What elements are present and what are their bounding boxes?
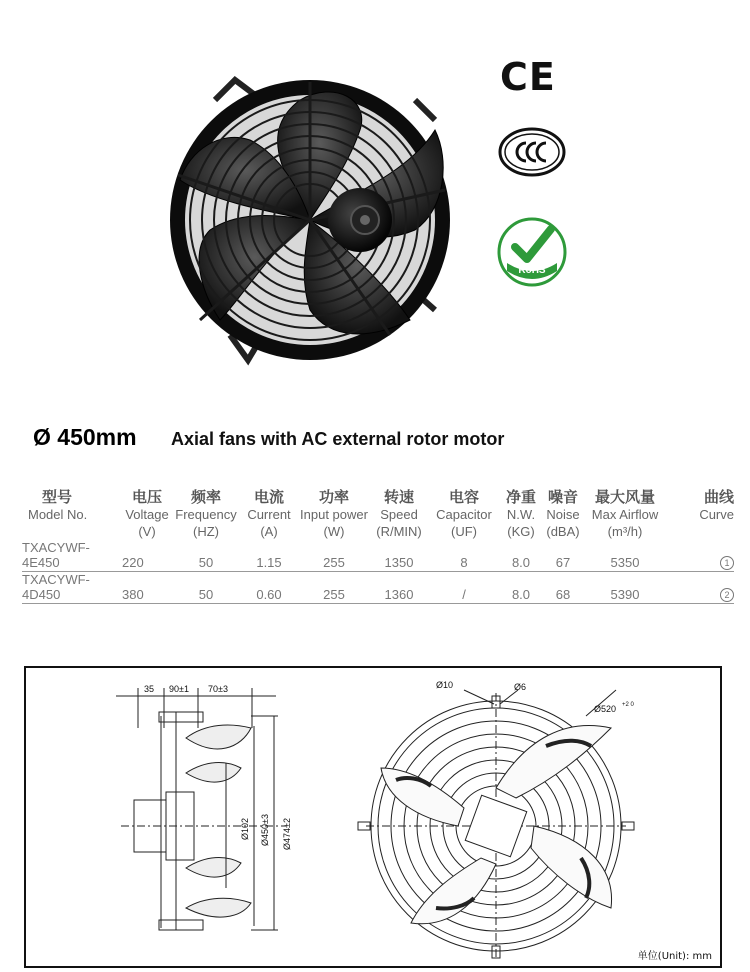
dim-102: Ø102 [240, 817, 250, 840]
header-cn: 电压 [131, 488, 162, 506]
header-en: Model No. [28, 507, 88, 522]
curve-marker: 1 [720, 556, 734, 570]
power-cell: 255 [298, 540, 370, 572]
header-unit: (A) [260, 524, 278, 539]
dim-474: Ø474±2 [282, 818, 292, 850]
header-cn: 型号 [42, 488, 73, 506]
model-cell: TXACYWF-4D450 [22, 572, 122, 604]
dim-450: Ø450±3 [260, 814, 270, 846]
unit-label: 单位(Unit): mm [637, 951, 712, 962]
dim-520-tolerance: +2 0 [622, 702, 634, 708]
header-cn: 频率 [190, 488, 221, 506]
column-header [122, 489, 172, 540]
ce-mark-logo: CE [500, 55, 556, 99]
header-cn: 噪音 [547, 488, 578, 506]
column-header [172, 489, 240, 540]
column-header [584, 489, 666, 540]
curve-marker: 2 [720, 588, 734, 602]
header-cn: 功率 [318, 488, 349, 506]
header-en: Speed [380, 507, 418, 522]
current-cell: 0.60 [240, 572, 298, 604]
model-cell: TXACYWF-4E450 [22, 540, 122, 572]
column-header [500, 489, 542, 540]
technical-drawing [24, 666, 722, 968]
column-header [370, 489, 428, 540]
header-unit: (W) [323, 524, 345, 539]
weight-cell: 8.0 [500, 572, 542, 604]
header-en: Max Airflow [591, 507, 659, 522]
noise-cell: 67 [542, 540, 584, 572]
header-cn: 曲线 [703, 488, 734, 506]
header-en: Noise [546, 507, 580, 522]
header-en: Curve [699, 507, 734, 522]
speed-cell: 1360 [370, 572, 428, 604]
weight-cell: 8.0 [500, 540, 542, 572]
header-cn: 电流 [253, 488, 284, 506]
curve-cell [666, 540, 734, 572]
spec-table [22, 489, 734, 604]
dim-6: Ø6 [514, 682, 527, 692]
fan-product-photo [160, 70, 470, 370]
voltage-cell: 380 [122, 572, 172, 604]
header-unit: (KG) [507, 524, 535, 539]
airflow-cell: 5390 [584, 572, 666, 604]
product-heading [33, 424, 504, 451]
header-en: N.W. [506, 507, 536, 522]
current-cell: 1.15 [240, 540, 298, 572]
capacitor-cell: 8 [428, 540, 500, 572]
voltage-cell: 220 [122, 540, 172, 572]
column-header [22, 489, 122, 540]
header-cn: 转速 [383, 488, 414, 506]
column-header [666, 489, 734, 540]
spec-table-header [22, 489, 734, 540]
dim-35: 35 [144, 684, 155, 694]
header-en: Voltage [125, 507, 169, 522]
rohs-label: RoHS [518, 265, 546, 276]
header-cn: 最大风量 [594, 488, 655, 506]
ccc-certification-logo [498, 127, 566, 177]
drawing-canvas [26, 668, 720, 966]
column-header [428, 489, 500, 540]
column-header [240, 489, 298, 540]
dim-10: Ø10 [436, 680, 454, 690]
header-unit: (m³/h) [607, 524, 643, 539]
power-cell: 255 [298, 572, 370, 604]
header-en: Current [247, 507, 291, 522]
column-header [542, 489, 584, 540]
header-unit: (V) [138, 524, 156, 539]
header-unit: (UF) [451, 524, 477, 539]
dim-520: Ø520 [594, 704, 617, 714]
table-row [22, 572, 734, 604]
frequency-cell: 50 [172, 540, 240, 572]
dim-90: 90±1 [169, 684, 189, 694]
header-en: Frequency [175, 507, 237, 522]
header-cn: 净重 [505, 488, 536, 506]
header-en: Capacitor [436, 507, 492, 522]
column-header [298, 489, 370, 540]
header-en: Input power [300, 507, 368, 522]
header-unit: (R/MIN) [376, 524, 422, 539]
header-cn: 电容 [448, 488, 479, 506]
dim-70: 70±3 [208, 684, 228, 694]
noise-cell: 68 [542, 572, 584, 604]
table-row [22, 540, 734, 572]
header-unit: (HZ) [193, 524, 219, 539]
rohs-certification-logo [497, 217, 567, 287]
capacitor-cell: / [428, 572, 500, 604]
product-description: Axial fans with AC external rotor motor [171, 429, 505, 449]
frequency-cell: 50 [172, 572, 240, 604]
speed-cell: 1350 [370, 540, 428, 572]
curve-cell [666, 572, 734, 604]
airflow-cell: 5350 [584, 540, 666, 572]
fan-diameter: Ø 450mm [33, 424, 137, 450]
header-unit: (dBA) [546, 524, 580, 539]
